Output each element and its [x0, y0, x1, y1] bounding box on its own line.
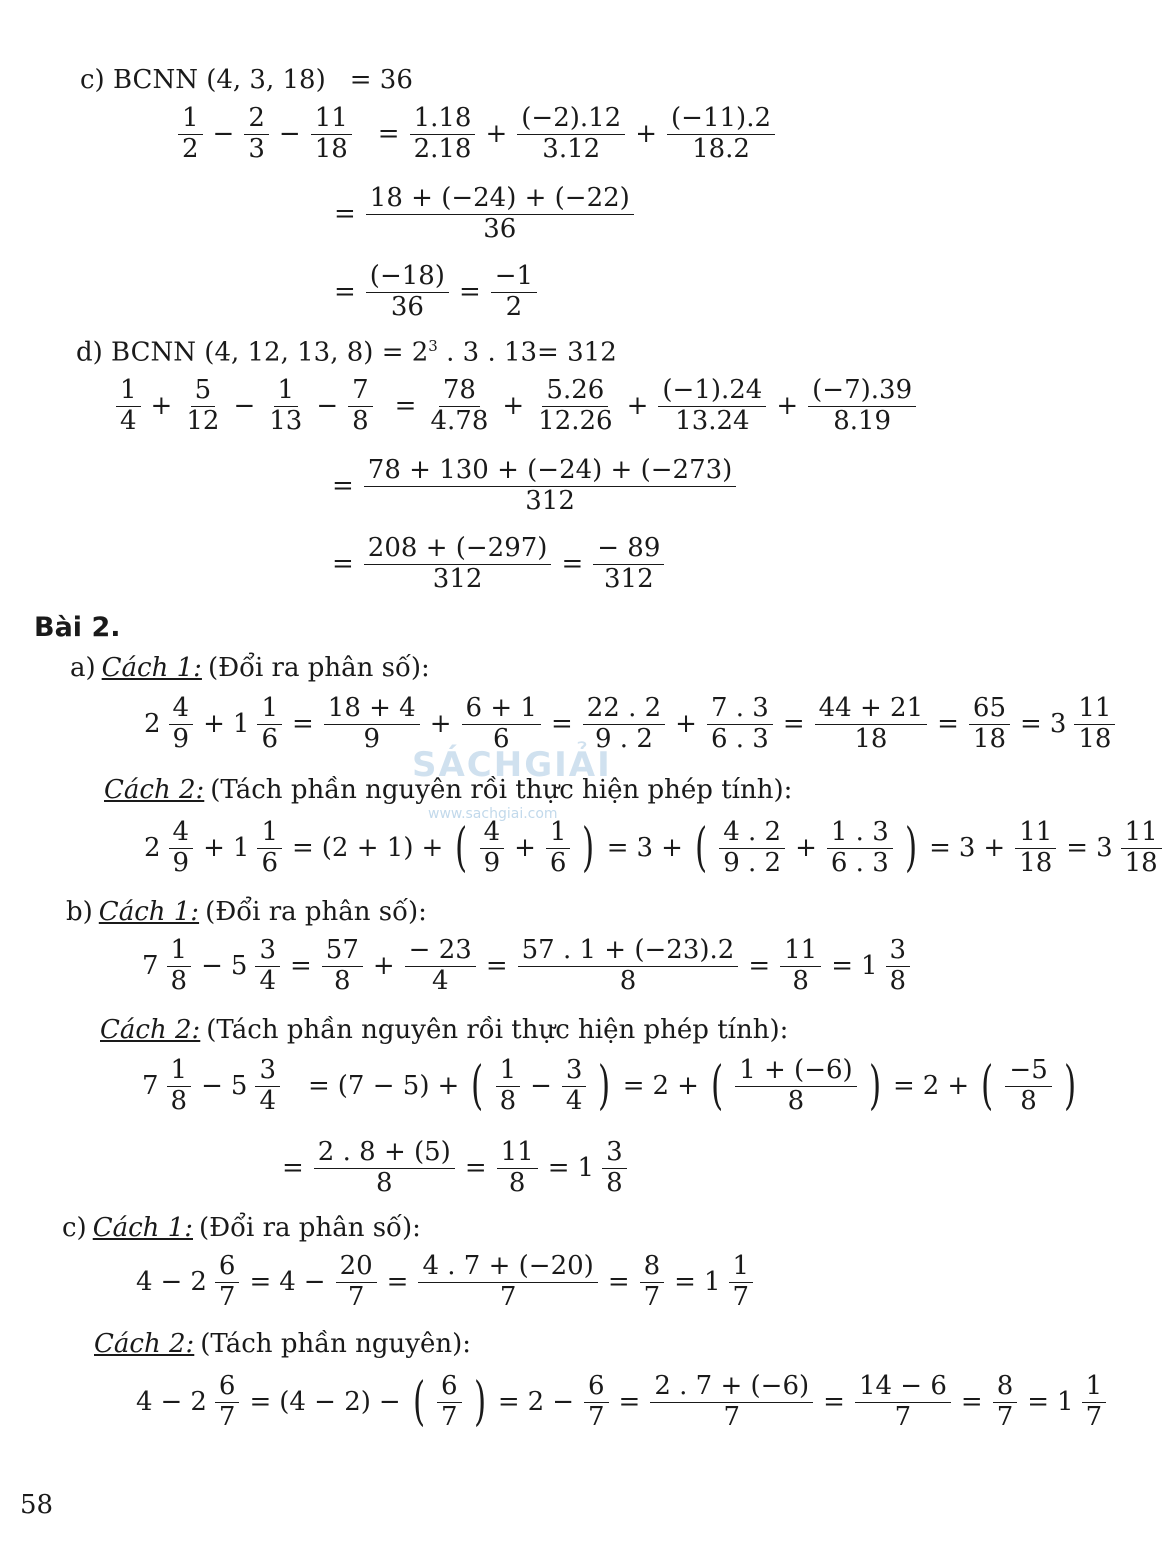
watermark-url: www.sachgiai.com — [428, 806, 558, 822]
section-c-line2: = $\frac{18 + (-24) + (-22)}{36}$ — [332, 184, 636, 245]
c-cach2-equation: 4 − 2 $\frac{6}{7}$ = (4 − 2) − ( $\frac{6}{7}$ ) = 2 − $\frac{6}{7}$ = $\frac{2 . 7 + (-6)}{7}$ = $\frac{14 - 6}{7}$ = $\frac{8}{7}$ = 1 $\frac{1}{7}$ — [136, 1372, 1108, 1433]
a-cach2-label: Cách 2: (Tách phần nguyên rồi thực hiện phép tính): — [104, 775, 793, 805]
b-cach1-label: b) Cách 1: (Đổi ra phân số): — [66, 897, 427, 927]
exercise-heading: Bài 2. — [34, 612, 121, 643]
section-c-line1: $\frac{1}{2}$ − $\frac{2}{3}$ − $\frac{11}{18}$ = $\frac{1.18}{2.18}$ + $\frac{(-2).12}{3.12}$ + $\frac{(-11).2}{18.2}$ — [176, 104, 777, 165]
c-cach1-label: c) Cách 1: (Đổi ra phân số): — [62, 1213, 421, 1243]
section-d-line2: = $\frac{78 + 130 + (-24) + (-273)}{312}$ — [330, 456, 738, 517]
section-d-header: d) BCNN (4, 12, 13, $8) = 2^3$ . 3 . 13= 312 — [76, 337, 617, 368]
b-cach2-equation: 7 $\frac{1}{8}$ − 5 $\frac{3}{4}$ = (7 − 5) + ( $\frac{1}{8}$ − $\frac{3}{4}$ ) = 2 + ( $\frac{1 + (-6)}{8}$ ) = 2 + ( $\frac{-5}{8}$ ) — [142, 1055, 1076, 1116]
watermark-logo: SÁCHGIẢI — [412, 745, 612, 785]
page-number: 58 — [20, 1490, 54, 1520]
b-cach1-equation: 7 $\frac{1}{8}$ − 5 $\frac{3}{4}$ = $\frac{57}{8}$ + $\frac{- 23}{4}$ = $\frac{57 . 1 + (-23).2}{8}$ = $\frac{11}{8}$ = 1 $\frac{3}{8}$ — [142, 936, 912, 997]
a-cach1-label: a) Cách 1: (Đổi ra phân số): — [70, 653, 430, 683]
section-c-line3: = $\frac{(-18)}{36}$ = $\frac{-1}{2}$ — [332, 262, 539, 323]
section-d-line3: = $\frac{208 + (-297)}{312}$ = $\frac{- 89}{312}$ — [330, 534, 666, 595]
b-cach2-equation-line2: = $\frac{2 . 8 + (5)}{8}$ = $\frac{11}{8}$ = 1 $\frac{3}{8}$ — [280, 1138, 629, 1199]
c-cach2-label: Cách 2: (Tách phần nguyên): — [94, 1329, 472, 1359]
section-d-line1: $\frac{1}{4}$ + $\frac{5}{12}$ − $\frac{1}{13}$ − $\frac{7}{8}$ = $\frac{78}{4.78}$ + $\frac{5.26}{12.26}$ + $\frac{(-1).24}{13.24}$ + $\frac{(-7).39}{8.19}$ — [114, 376, 918, 437]
a-cach1-equation: 2 $\frac{4}{9}$ + 1 $\frac{1}{6}$ = $\frac{18 + 4}{9}$ + $\frac{6 + 1}{6}$ = $\frac{22 . 2}{9 . 2}$ + $\frac{7 . 3}{6 . 3}$ = $\frac{44 + 21}{18}$ = $\frac{65}{18}$ = 3 $\frac{11}{18}$ — [144, 694, 1117, 755]
b-cach2-label: Cách 2: (Tách phần nguyên rồi thực hiện phép tính): — [100, 1015, 789, 1045]
section-c-header: c) BCNN (4, 3, 18) = 36 — [80, 65, 413, 95]
a-cach2-equation: 2 $\frac{4}{9}$ + 1 $\frac{1}{6}$ = (2 + 1) + ( $\frac{4}{9}$ + $\frac{1}{6}$ ) = 3 + ( $\frac{4 . 2}{9 . 2}$ + $\frac{1 . 3}{6 . 3}$ ) = 3 + $\frac{11}{18}$ = 3 $\frac{11}{18}$ — [144, 818, 1164, 879]
c-cach1-equation: 4 − 2 $\frac{6}{7}$ = 4 − $\frac{20}{7}$ = $\frac{4 . 7 + (-20)}{7}$ = $\frac{8}{7}$ = 1 $\frac{1}{7}$ — [136, 1252, 755, 1313]
